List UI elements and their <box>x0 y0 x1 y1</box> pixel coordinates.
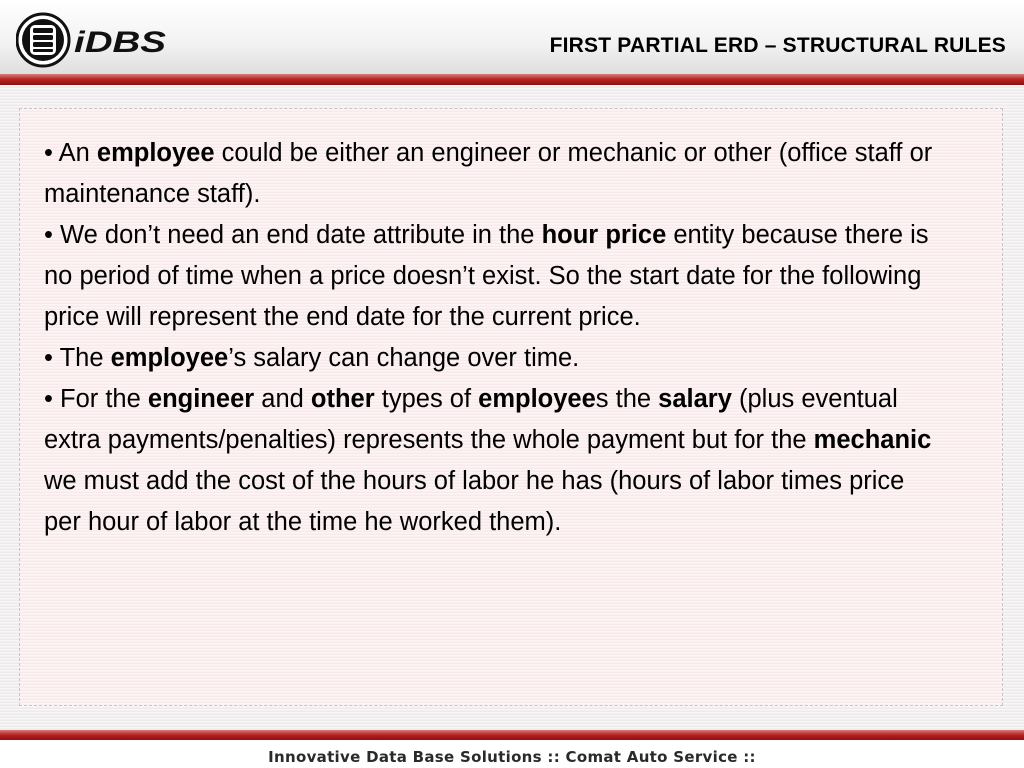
bullet-item <box>44 215 944 338</box>
logo-wordmark: iDBS <box>74 26 166 59</box>
bullet-text: For the <box>60 385 148 413</box>
bullet-bold-term: employee <box>96 139 215 167</box>
header-divider <box>0 74 1024 85</box>
bullet-text: we must add the cost of the hours of labor he has (hours of labor times price per hour of labor at the time he worked them). <box>44 467 905 536</box>
bullet-bold-term: engineer <box>147 385 255 413</box>
bullet-text: We don’t need an end date attribute in the <box>60 221 542 249</box>
bullet-text: The <box>59 344 111 372</box>
idbs-logo <box>16 12 176 72</box>
bullet-item <box>44 133 944 215</box>
slide-body <box>0 85 1024 730</box>
bullet-marker: • <box>44 139 59 167</box>
bullet-item <box>44 338 944 379</box>
slide-footer <box>0 740 1024 768</box>
footer-text: Innovative Data Base Solutions :: Comat Auto Service :: <box>268 748 756 766</box>
bullet-bold-term: employee <box>478 385 596 413</box>
bullet-text: could be either an engineer or mechanic or other (office staff or maintenance staff). <box>44 139 933 208</box>
page-title: FIRST PARTIAL ERD – STRUCTURAL RULES <box>549 34 1006 57</box>
bullet-list <box>44 133 944 543</box>
database-icon <box>16 12 176 72</box>
bullet-text: ’s salary can change over time. <box>228 344 580 372</box>
bullet-text: (plus eventual extra payments/penalties) represents the whole payment but for the <box>44 385 898 454</box>
bullet-item <box>44 379 944 543</box>
bullet-text: and <box>254 385 311 413</box>
bullet-text: An <box>58 139 97 167</box>
bullet-bold-term: employee <box>110 344 229 372</box>
bullet-marker: • <box>44 221 61 249</box>
bullet-text: s the <box>595 385 659 413</box>
bullet-bold-term: salary <box>658 385 732 413</box>
bullet-text: types of <box>374 385 479 413</box>
bullet-bold-term: mechanic <box>813 426 932 454</box>
bullet-bold-term: hour price <box>541 221 667 249</box>
bullet-marker: • <box>44 344 60 372</box>
bullet-text: entity because there is no period of time when a price doesn’t exist. So the start date for the following price will represent the end date for the current price. <box>44 221 929 331</box>
slide-header <box>0 0 1024 74</box>
bullet-marker: • <box>44 385 61 413</box>
bullet-bold-term: other <box>310 385 375 413</box>
footer-divider <box>0 730 1024 740</box>
